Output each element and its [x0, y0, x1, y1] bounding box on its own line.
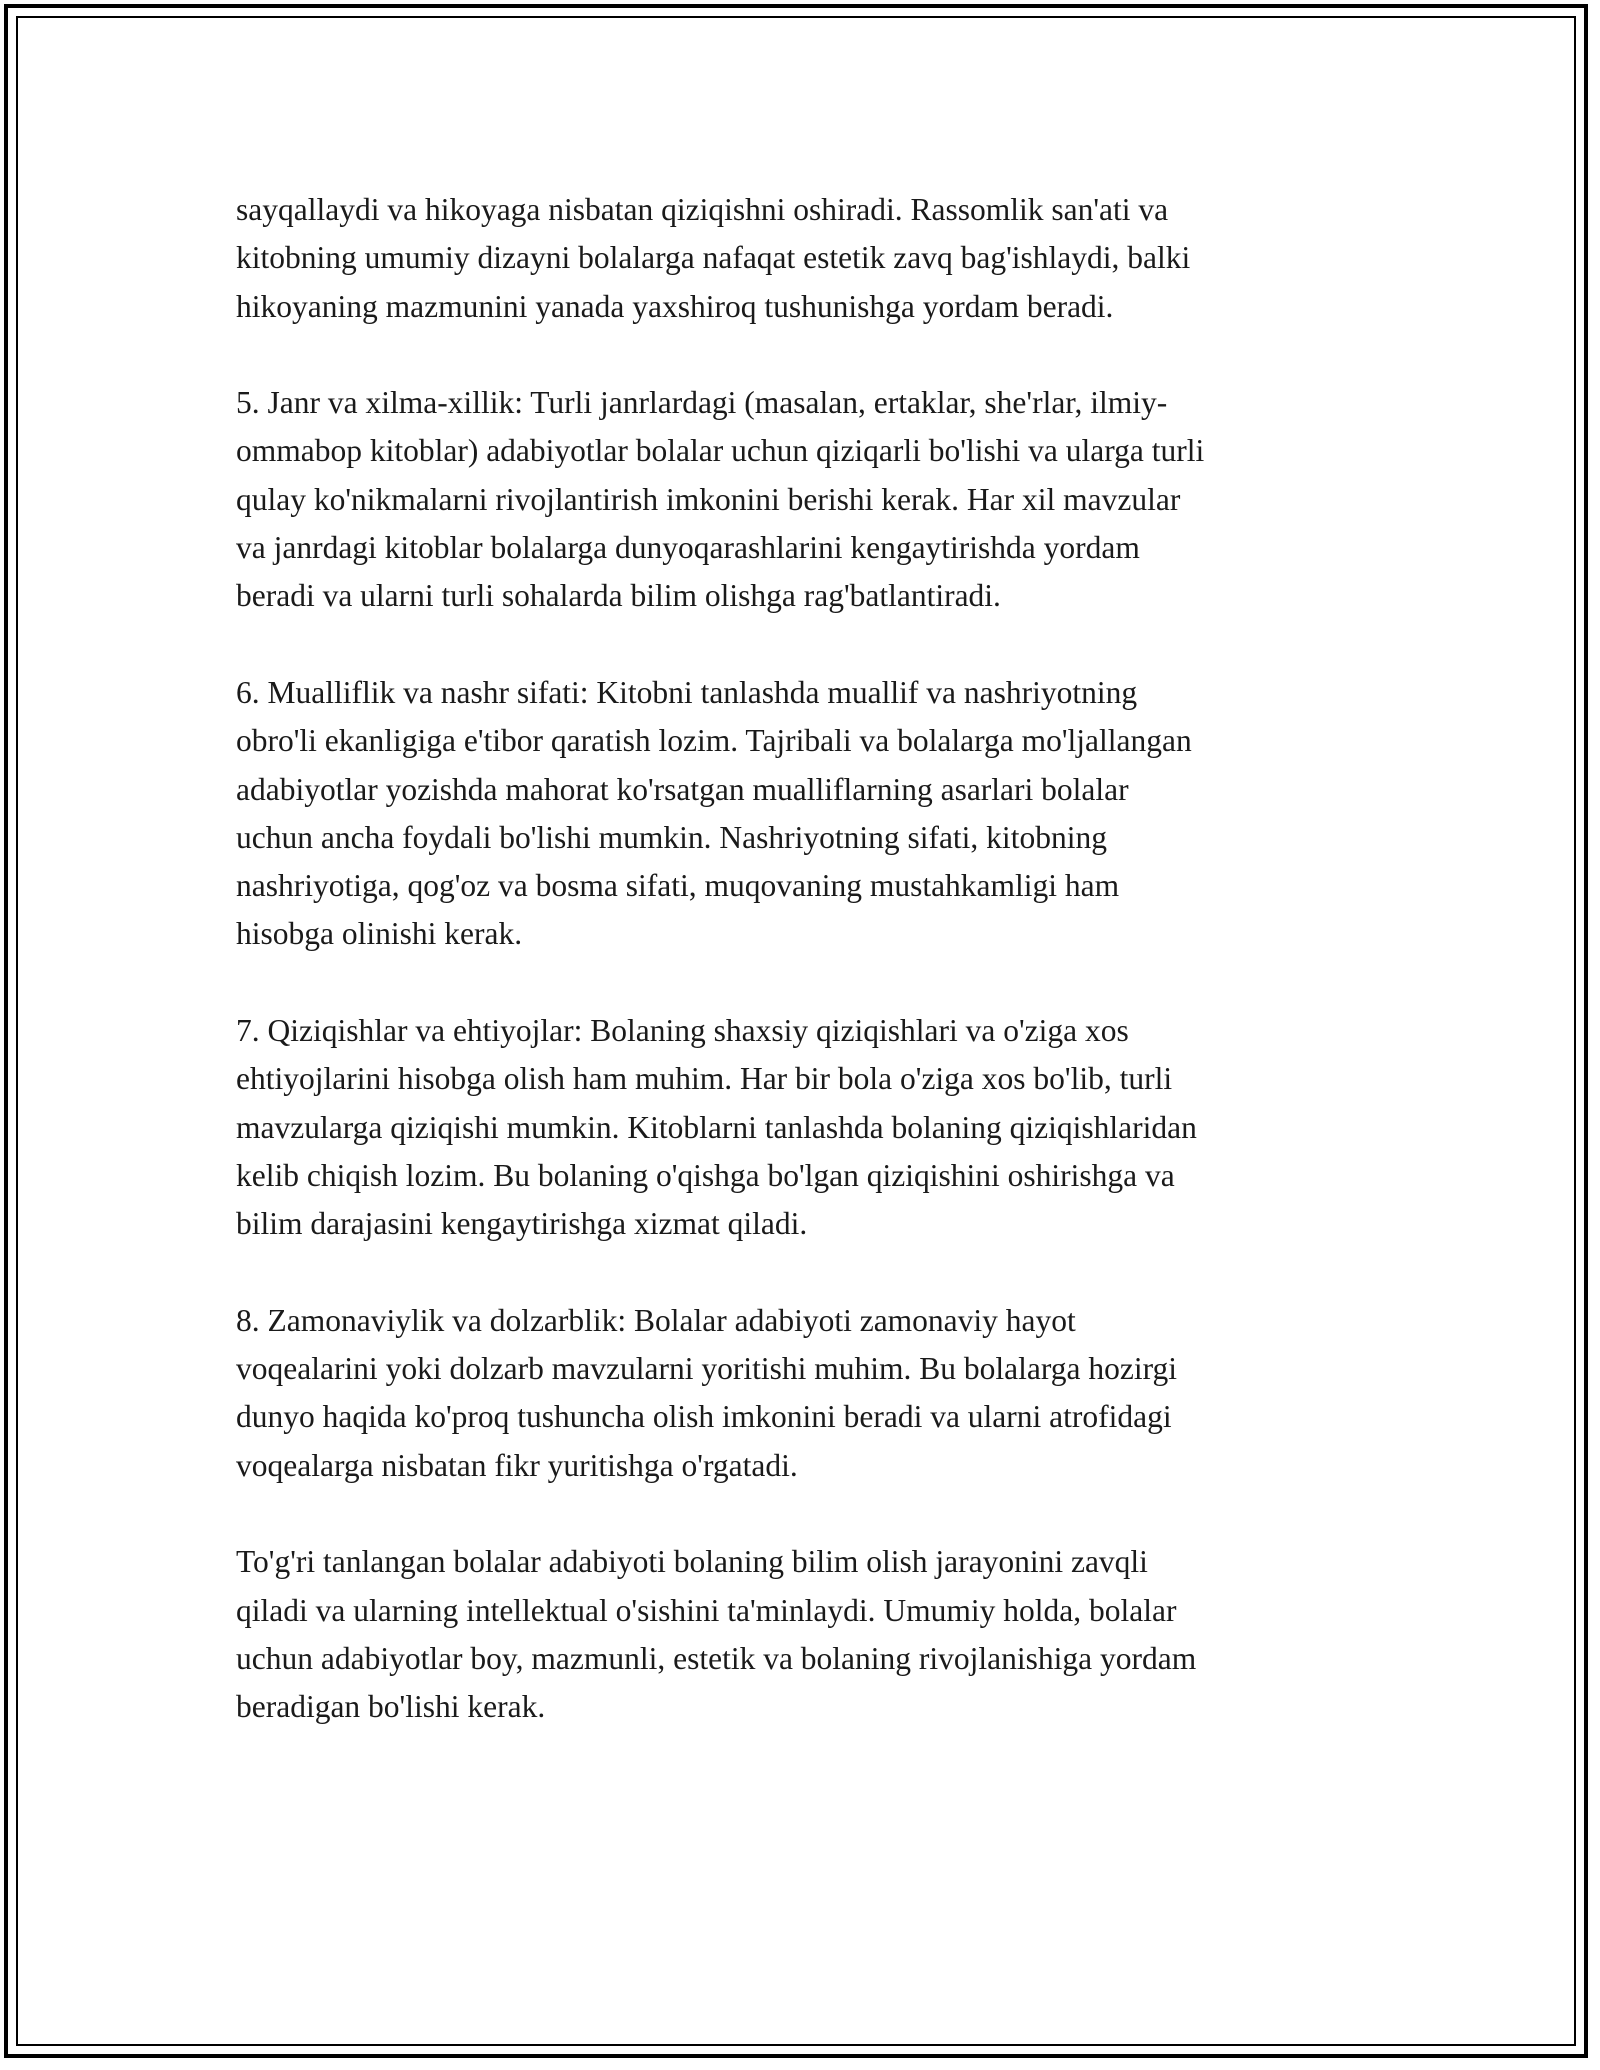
- paragraph-conclusion: To'g'ri tanlangan bolalar adabiyoti bolaning bilim olish jarayonini zavqli qiladi va ularning intellektual o'sishini ta'minlaydi. Umumiy holda, bolalar uchun adabiyotlar boy, mazmunli, estetik va bolaning rivojlanishiga yordam beradigan bo'lishi kerak.: [236, 1544, 1197, 1725]
- paragraph-modernity-relevance: 8. Zamonaviylik va dolzarblik: Bolalar adabiyoti zamonaviy hayot voqealarini yoki dolzarb mavzularni yoritishi muhim. Bu bolalarga hozirgi dunyo haqida ko'proq tushuncha olish imkonini beradi va ularni atrofidagi voqealarga nisbatan fikr yuritishga o'rgatadi.: [236, 1302, 1178, 1483]
- paragraph-continuation: sayqallaydi va hikoyaga nisbatan qiziqishni oshiradi. Rassomlik san'ati va kitobning umumiy dizayni bolalarga nafaqat estetik zavq bag'ishlaydi, balki hikoyaning mazmunini yanada yaxshiroq tushunishga yordam beradi.: [236, 192, 1191, 324]
- document-body: [236, 186, 1366, 1780]
- paragraph-genre-diversity: 5. Janr va xilma-xillik: Turli janrlardagi (masalan, ertaklar, she'rlar, ilmiy- ommabop kitoblar) adabiyotlar bolalar uchun qiziqarli bo'lishi va ularga turli qulay ko'nikmalarni rivojlantirish imkonini berishi kerak. Har xil mavzular va janrdagi kitoblar bolalarga dunyoqarashlarini kengaytirishda yordam beradi va ularni turli sohalarda bilim olishga rag'batlantiradi.: [236, 385, 1205, 614]
- paragraph-authorship-publishing: 6. Mualliflik va nashr sifati: Kitobni tanlashda muallif va nashriyotning obro'li ekanligiga e'tibor qaratish lozim. Tajribali va bolalarga mo'ljallangan adabiyotlar yozishda mahorat ko'rsatgan mualliflarning asarlari bolalar uchun ancha foydali bo'lishi mumkin. Nashriyotning sifati, kitobning nashriyotiga, qog'oz va bosma sifati, muqovaning mustahkamligi ham hisobga olinishi kerak.: [236, 674, 1192, 952]
- paragraph-interests-needs: 7. Qiziqishlar va ehtiyojlar: Bolaning shaxsiy qiziqishlari va o'ziga xos ehtiyojlarini hisobga olish ham muhim. Har bir bola o'ziga xos bo'lib, turli mavzularga qiziqishi mumkin. Kitoblarni tanlashda bolaning qiziqishlaridan kelib chiqish lozim. Bu bolaning o'qishga bo'lgan qiziqishini oshirishga va bilim darajasini kengaytirishga xizmat qiladi.: [236, 1013, 1197, 1242]
